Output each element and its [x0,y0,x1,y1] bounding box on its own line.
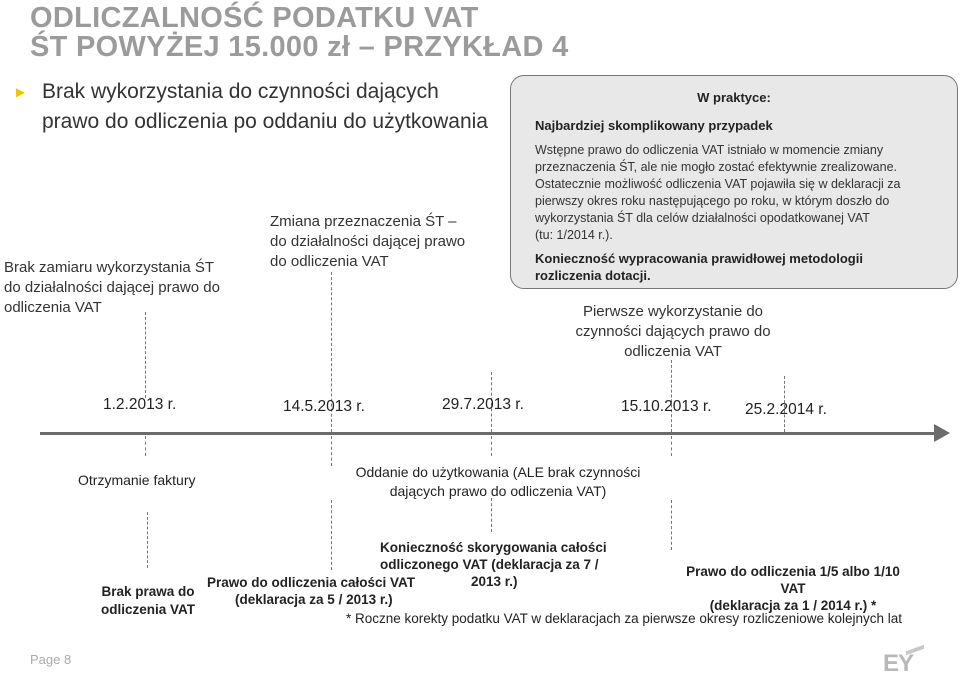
timeline-arrowhead [934,424,950,442]
date-label: 14.5.2013 r. [283,398,365,415]
connector-line [331,436,332,466]
correction-line3: 2013 r.) [471,574,518,589]
callout-body-line: pierwszy okres roku następującego po roku, w którym doszło do [535,194,890,208]
callout-body-line: przeznaczenia ŚT, ale nie mogło zostać efektywnie zrealizowane. [535,160,897,174]
slide-title-line2: ŚT POWYŻEJ 15.000 zł – PRZYKŁAD 4 [30,31,569,63]
callout-conclusion-line: Konieczność wypracowania prawidłowej metodologii [535,251,863,266]
connector-line [147,512,148,568]
connector-line [491,436,492,456]
first-use-note [540,302,806,362]
left-note-line1: Brak zamiaru wykorzystania ŚT [4,259,215,276]
change-note-line2: do działalności dającej prawo [270,233,466,250]
slide-title [30,4,569,62]
callout-conclusion [535,250,863,284]
connector-line [671,360,672,432]
date-label: 29.7.2013 r. [442,396,524,413]
left-note [4,258,220,318]
no-right-label [88,583,208,619]
commission-line1: Oddanie do użytkowania (ALE brak czynności [355,464,641,480]
no-right-line1: Brak prawa do [101,584,195,599]
connector-line [671,500,672,550]
no-right-line2: odliczenia VAT [100,602,195,617]
correction-line2: odliczonego VAT (deklaracja za 7 / [380,557,599,572]
change-note-line3: do odliczenia VAT [270,253,389,270]
callout-body-line: wykorzystania ŚT dla celów działalności opodatkowanej VAT [535,211,870,225]
full-right-line1: Prawo do odliczenia całości VAT [207,575,416,590]
change-note [270,212,465,272]
practice-callout [510,75,958,289]
left-note-line2: do działalności dającej prawo do [4,279,220,296]
callout-subheader: Najbardziej skomplikowany przypadek [535,118,773,133]
callout-body-line: (tu: 1/2014 r.). [535,228,613,242]
fraction-right-line1: Prawo do odliczenia 1/5 albo 1/10 [686,564,900,579]
page-number: Page 8 [30,652,72,667]
fraction-right-line2: VAT [780,581,806,596]
connector-line [671,436,672,456]
fraction-right-line3: (deklaracja za 1 / 2014 r.) * [709,598,877,613]
bullet-line1: Brak wykorzystania do czynności dających [42,80,439,103]
ey-logo: EY [883,650,914,677]
first-use-line1: Pierwsze wykorzystanie do [582,303,764,320]
date-label: 15.10.2013 r. [621,398,712,415]
correction-line1: Konieczność skorygowania całości [380,540,607,555]
callout-conclusion-line: rozliczenia dotacji. [535,268,651,283]
callout-body-line: Wstępne prawo do odliczenia VAT istniało w momencie zmiany [535,143,884,157]
bullet-line2: prawo do odliczenia po oddaniu do użytkowania [42,110,488,133]
callout-header: W praktyce: [697,90,771,105]
invoice-label: Otrzymanie faktury [78,472,196,488]
callout-body-line: Ostatecznie możliwość odliczenia VAT pojawiła się w deklaracji za [535,177,901,191]
commission-line2: dających prawo do odliczenia VAT) [389,483,607,499]
left-note-line3: odliczenia VAT [4,299,102,316]
footnote: * Roczne korekty podatku VAT w deklaracjach za pierwsze okresy rozliczeniowe kolejnych lat [346,611,902,626]
date-label: 1.2.2013 r. [103,396,177,413]
full-right-line2: (deklaracja za 5 / 2013 r.) [235,592,393,607]
fraction-right-label [678,563,908,614]
slide-title-line1: ODLICZALNOŚĆ PODATKU VAT [30,2,479,34]
full-right-label [207,574,415,608]
date-label: 25.2.2014 r. [745,401,827,418]
bullet-arrow-icon: ► [13,84,28,101]
connector-line [145,436,146,456]
first-use-line2: czynności dających prawo do [575,323,771,340]
change-note-line1: Zmiana przeznaczenia ŚT – [270,213,457,230]
commission-label [338,463,658,501]
first-use-line3: odliczenia VAT [624,343,722,360]
timeline-axis [40,432,940,435]
connector-line [145,312,146,398]
connector-line [331,500,332,570]
callout-body [535,142,900,244]
bullet-text [42,77,488,137]
connector-line [491,498,492,532]
